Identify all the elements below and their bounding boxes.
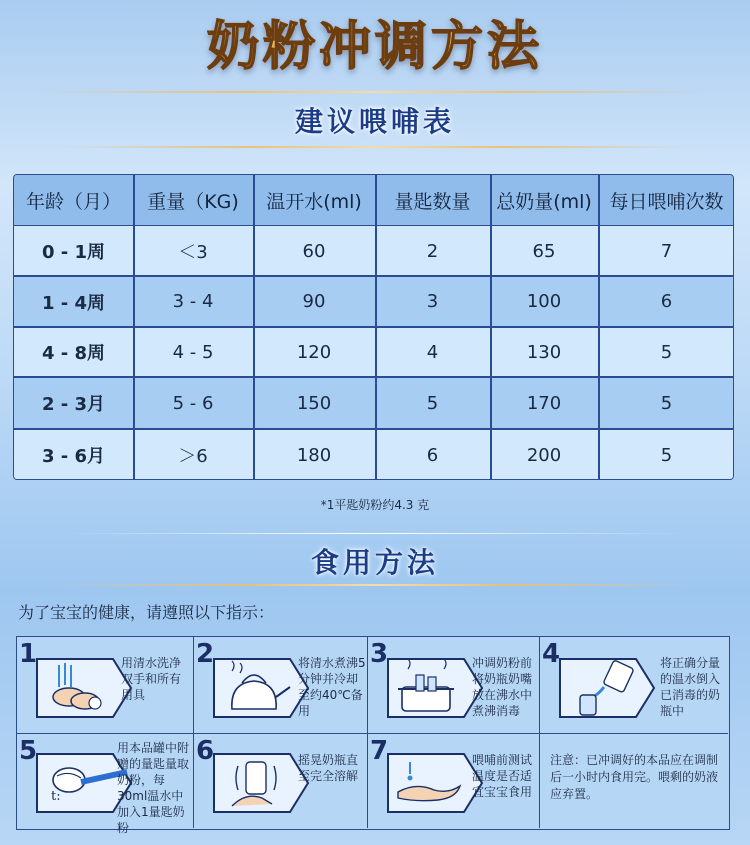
step-text: 将清水煮沸5分钟并冷却至约40℃备用 xyxy=(298,656,366,718)
step-text: 用本品罐中附赠的量匙量取奶粉，每30ml温水中加入1量匙奶粉 xyxy=(117,741,190,835)
table-header-cell: 温开水(ml) xyxy=(266,191,362,213)
step-number: 3 xyxy=(370,639,389,669)
table-cell: ＞6 xyxy=(178,446,208,467)
table-cell: 60 xyxy=(302,240,326,262)
table-row-label: 2 - 3月 xyxy=(41,394,106,415)
step-text: 用清水洗净双手和所有用具 xyxy=(121,656,182,702)
hand-washing-icon xyxy=(35,657,133,719)
step-text: 摇晃奶瓶直至完全溶解 xyxy=(298,753,359,783)
feeding-table xyxy=(13,174,734,480)
table-cell: ＜3 xyxy=(178,242,208,263)
step-number: 6 xyxy=(196,736,215,766)
table-cell: 6 xyxy=(660,291,673,312)
table-cell: 150 xyxy=(296,392,332,414)
table-cell: 4 xyxy=(426,341,439,363)
shake-bottle-icon xyxy=(212,752,310,814)
usage-top-divider xyxy=(60,533,690,534)
table-cell: 5 xyxy=(660,392,673,414)
table-cell: 5 xyxy=(660,341,673,363)
page-title: 奶粉冲调方法 xyxy=(0,4,750,79)
wrist-test-icon xyxy=(386,752,484,814)
table-cell: 2 xyxy=(426,240,439,262)
table-cell: 7 xyxy=(660,240,673,262)
step-number: 4 xyxy=(542,639,561,669)
pour-water-bottle-icon xyxy=(558,657,656,719)
table-header-cell: 总奶量(ml) xyxy=(496,191,592,213)
table-header-cell: 每日喂哺次数 xyxy=(609,191,724,213)
table-row-label: 4 - 8周 xyxy=(41,343,106,364)
notice-text: 注意：已冲调好的本品应在调制后一小时内食用完。喂剩的奶液应弃置。 xyxy=(550,753,719,801)
table-cell: 65 xyxy=(532,240,556,262)
table-header-cell: 重量（KG) xyxy=(147,191,239,213)
step-3 xyxy=(368,637,540,734)
step-5 xyxy=(17,734,194,835)
title-divider xyxy=(40,91,710,93)
table-cell: 5 xyxy=(426,392,439,414)
scoop-mark: t: xyxy=(51,789,61,804)
table-cell: 4 - 5 xyxy=(172,341,214,363)
table-row-label: 0 - 1周 xyxy=(41,242,106,263)
step-text: 冲调奶粉前将奶瓶奶嘴放在沸水中煮沸消毒 xyxy=(472,656,533,718)
table-cell: 5 xyxy=(660,444,673,466)
step-text: 将正确分量的温水倒入已消毒的奶瓶中 xyxy=(660,656,721,718)
table-header-cell: 年龄（月） xyxy=(25,191,121,213)
table-cell: 200 xyxy=(526,444,562,466)
table-cell: 120 xyxy=(296,341,332,363)
table-cell: 130 xyxy=(526,341,562,363)
step-number: 2 xyxy=(196,639,215,669)
step-7 xyxy=(368,734,540,828)
steps-grid xyxy=(16,636,730,835)
table-cell: 90 xyxy=(302,291,326,312)
step-6 xyxy=(194,734,368,828)
table-cell: 100 xyxy=(526,291,562,312)
table-row-label: 3 - 6月 xyxy=(41,446,106,467)
table-cell: 3 xyxy=(426,291,439,312)
feeding-table-divider xyxy=(60,146,690,148)
usage-intro: 为了宝宝的健康，请遵照以下指示： xyxy=(18,603,275,622)
step-text: 喂哺前测试温度是否适宜宝宝食用 xyxy=(472,753,533,799)
feeding-table-title: 建议喂哺表 xyxy=(294,105,455,138)
table-header-cell: 量匙数量 xyxy=(394,191,471,213)
table-cell: 170 xyxy=(526,392,562,414)
step-1 xyxy=(17,637,194,734)
usage-divider xyxy=(60,584,690,586)
kettle-icon xyxy=(212,657,310,719)
table-row-label: 1 - 4周 xyxy=(41,292,106,314)
step-4 xyxy=(540,637,728,734)
table-cell: 180 xyxy=(296,444,332,466)
table-cell: 6 xyxy=(426,444,439,466)
step-number: 1 xyxy=(19,639,38,669)
step-2 xyxy=(194,637,368,734)
notice-cell xyxy=(540,734,728,828)
usage-title: 食用方法 xyxy=(310,546,439,579)
table-cell: 3 - 4 xyxy=(172,291,214,312)
table-cell: 5 - 6 xyxy=(172,392,214,414)
step-number: 5 xyxy=(19,736,38,766)
step-number: 7 xyxy=(370,736,389,766)
scoop-weight-note: *1平匙奶粉约4.3 克 xyxy=(320,498,430,512)
boiling-pot-icon xyxy=(386,657,484,719)
